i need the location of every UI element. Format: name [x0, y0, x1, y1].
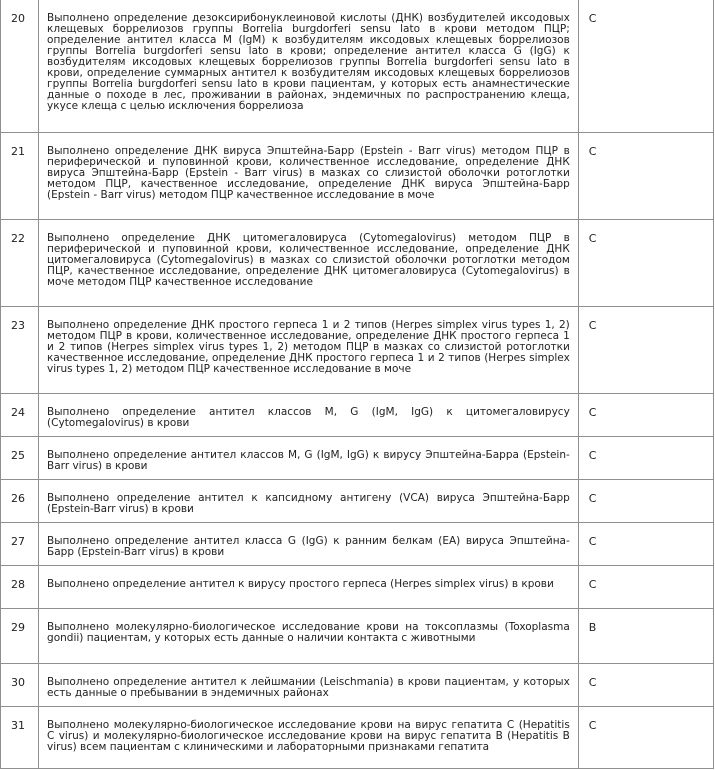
row-number-cell — [1, 479, 39, 522]
table-row — [1, 306, 714, 393]
evidence-level: C — [588, 718, 597, 732]
row-number: 22 — [11, 231, 25, 245]
evidence-level-cell — [578, 706, 713, 768]
evidence-level-cell — [578, 219, 713, 306]
row-number-cell — [1, 306, 39, 393]
evidence-level: C — [588, 318, 597, 332]
row-number-cell — [1, 565, 39, 608]
table-row — [1, 565, 714, 608]
row-number-cell — [1, 219, 39, 306]
row-number-cell — [1, 436, 39, 479]
table-row — [1, 0, 714, 132]
row-number: 30 — [11, 675, 25, 689]
criterion-text: Выполнено определение ДНК простого герпеса 1 и 2 типов (Herpes simplex virus types 1, 2) методом ПЦР в крови, количественное исследование, определение ДНК простого герпеса 1 и 2 типов (Herpes simplex virus types 1, 2) методом ПЦР в мазках со слизистой ротоглотки качественное исследование, определение ДНК простого герпеса 1 и 2 типов (Herpes simplex virus types 1, 2) методом ПЦР качественное исследование в моче — [47, 318, 570, 375]
evidence-level-cell — [578, 132, 713, 219]
evidence-level-cell — [578, 393, 713, 436]
criterion-cell — [39, 436, 579, 479]
row-number: 28 — [11, 577, 25, 591]
evidence-level: B — [588, 620, 597, 634]
criterion-text: Выполнено определение дезоксирибонуклеиновой кислоты (ДНК) возбудителей иксодовых клещевых боррелиозов группы Borrelia burgdorferi sensu lato в крови методом ПЦР; определение антител класса М (IgM) к возбудителям иксодовых клещевых боррелиозов группы Borrelia burgdorferi sensu lato в крови; определение антител класса G (IgG) к возбудителям иксодовых клещевых боррелиозов группы Borrelia burgdorferi sensu lato в крови, определение суммарных антител к возбудителям иксодовых клещевых боррелиозов группы Borrelia burgdorferi sensu lato в крови пациентам, у которых есть анамнестические данные о походе в лес, проживании в районах, эндемичных по распространению клеща, укусе клеща с целью исключения боррелиоза — [47, 12, 570, 112]
criterion-text: Выполнено определение антител к вирусу простого герпеса (Herpes simplex virus) в крови — [47, 577, 554, 590]
evidence-level-cell — [578, 522, 713, 565]
row-number: 26 — [11, 491, 25, 505]
row-number-cell — [1, 522, 39, 565]
table-row — [1, 219, 714, 306]
table-row — [1, 522, 714, 565]
criterion-text: Выполнено определение антител классов M, G (IgM, IgG) к цитомегаловирусу (Cytomegalovirus) в крови — [47, 405, 570, 429]
criterion-text: Выполнено определение антител класса G (IgG) к ранним белкам (EA) вируса Эпштейна-Барр (Epstein-Barr virus) в крови — [47, 534, 570, 558]
row-number-cell — [1, 393, 39, 436]
evidence-level: C — [588, 448, 597, 462]
criterion-cell — [39, 522, 579, 565]
evidence-level-cell — [578, 436, 713, 479]
row-number: 31 — [11, 718, 25, 732]
criterion-cell — [39, 393, 579, 436]
criterion-cell — [39, 479, 579, 522]
criterion-cell — [39, 663, 579, 706]
evidence-level: C — [588, 231, 597, 245]
criterion-cell — [39, 706, 579, 768]
criterion-text: Выполнено определение антител классов M, G (IgM, IgG) к вирусу Эпштейна-Барра (Epstein-Barr virus) в крови — [47, 448, 570, 472]
table-row — [1, 608, 714, 663]
criterion-text: Выполнено определение антител к лейшмании (Leischmania) в крови пациентам, у которых есть данные о пребывании в эндемичных районах — [47, 675, 570, 699]
evidence-level: C — [588, 491, 597, 505]
row-number-cell — [1, 0, 39, 132]
evidence-level: C — [588, 144, 597, 158]
evidence-level-cell — [578, 479, 713, 522]
evidence-level-cell — [578, 663, 713, 706]
criterion-cell — [39, 306, 579, 393]
table-row — [1, 663, 714, 706]
criterion-text: Выполнено молекулярно-биологическое исследование крови на вирус гепатита С (Hepatitis C virus) и молекулярно-биологическое исследование крови на вирус гепатита В (Hepatitis B virus) всем пациентам с клиническими и лабораторными признаками гепатита — [47, 718, 570, 753]
criterion-text: Выполнено определение антител к капсидному антигену (VCA) вируса Эпштейна-Барр (Epstein-Barr virus) в крови — [47, 491, 570, 515]
row-number-cell — [1, 132, 39, 219]
criterion-cell — [39, 132, 579, 219]
table-row — [1, 393, 714, 436]
row-number-cell — [1, 706, 39, 768]
evidence-level: C — [588, 12, 597, 25]
evidence-level-cell — [578, 306, 713, 393]
row-number: 23 — [11, 318, 25, 332]
table-row — [1, 132, 714, 219]
row-number: 21 — [11, 144, 25, 158]
criterion-cell — [39, 219, 579, 306]
row-number-cell — [1, 608, 39, 663]
evidence-level: C — [588, 675, 597, 689]
criterion-text: Выполнено определение ДНК вируса Эпштейна-Барр (Epstein - Barr virus) методом ПЦР в периферической и пуповинной крови, количественное исследование, определение ДНК вируса Эпштейна-Барр (Epstein - Barr virus) в мазках со слизистой оболочки ротоглотки методом ПЦР, качественное исследование, определение ДНК вируса Эпштейна-Барр (Epstein - Barr virus) методом ПЦР качественное исследование в моче — [47, 144, 570, 201]
criterion-cell — [39, 565, 579, 608]
evidence-level-cell — [578, 608, 713, 663]
table-row — [1, 436, 714, 479]
row-number: 25 — [11, 448, 25, 462]
row-number: 29 — [11, 620, 25, 634]
table-row — [1, 479, 714, 522]
criterion-cell — [39, 608, 579, 663]
evidence-level: C — [588, 534, 597, 548]
evidence-level: C — [588, 405, 597, 419]
criterion-text: Выполнено определение ДНК цитомегаловируса (Cytomegalovirus) методом ПЦР в периферической и пуповинной крови, количественное исследование, определение ДНК цитомегаловируса (Cytomegalovirus) в мазках со слизистой оболочки ротоглотки методом ПЦР, качественное исследование, определение ДНК цитомегаловируса (Cytomegalovirus) в моче методом ПЦР качественное исследование — [47, 231, 570, 288]
evidence-level-cell — [578, 0, 713, 132]
table-row — [1, 706, 714, 768]
row-number: 20 — [11, 12, 25, 25]
row-number: 24 — [11, 405, 25, 419]
evidence-level: C — [588, 577, 597, 591]
evidence-level-cell — [578, 565, 713, 608]
criterion-cell — [39, 0, 579, 132]
row-number: 27 — [11, 534, 25, 548]
row-number-cell — [1, 663, 39, 706]
criterion-text: Выполнено молекулярно-биологическое исследование крови на токсоплазмы (Toxoplasma gondii) пациентам, у которых есть данные о наличии контакта с животными — [47, 620, 570, 644]
